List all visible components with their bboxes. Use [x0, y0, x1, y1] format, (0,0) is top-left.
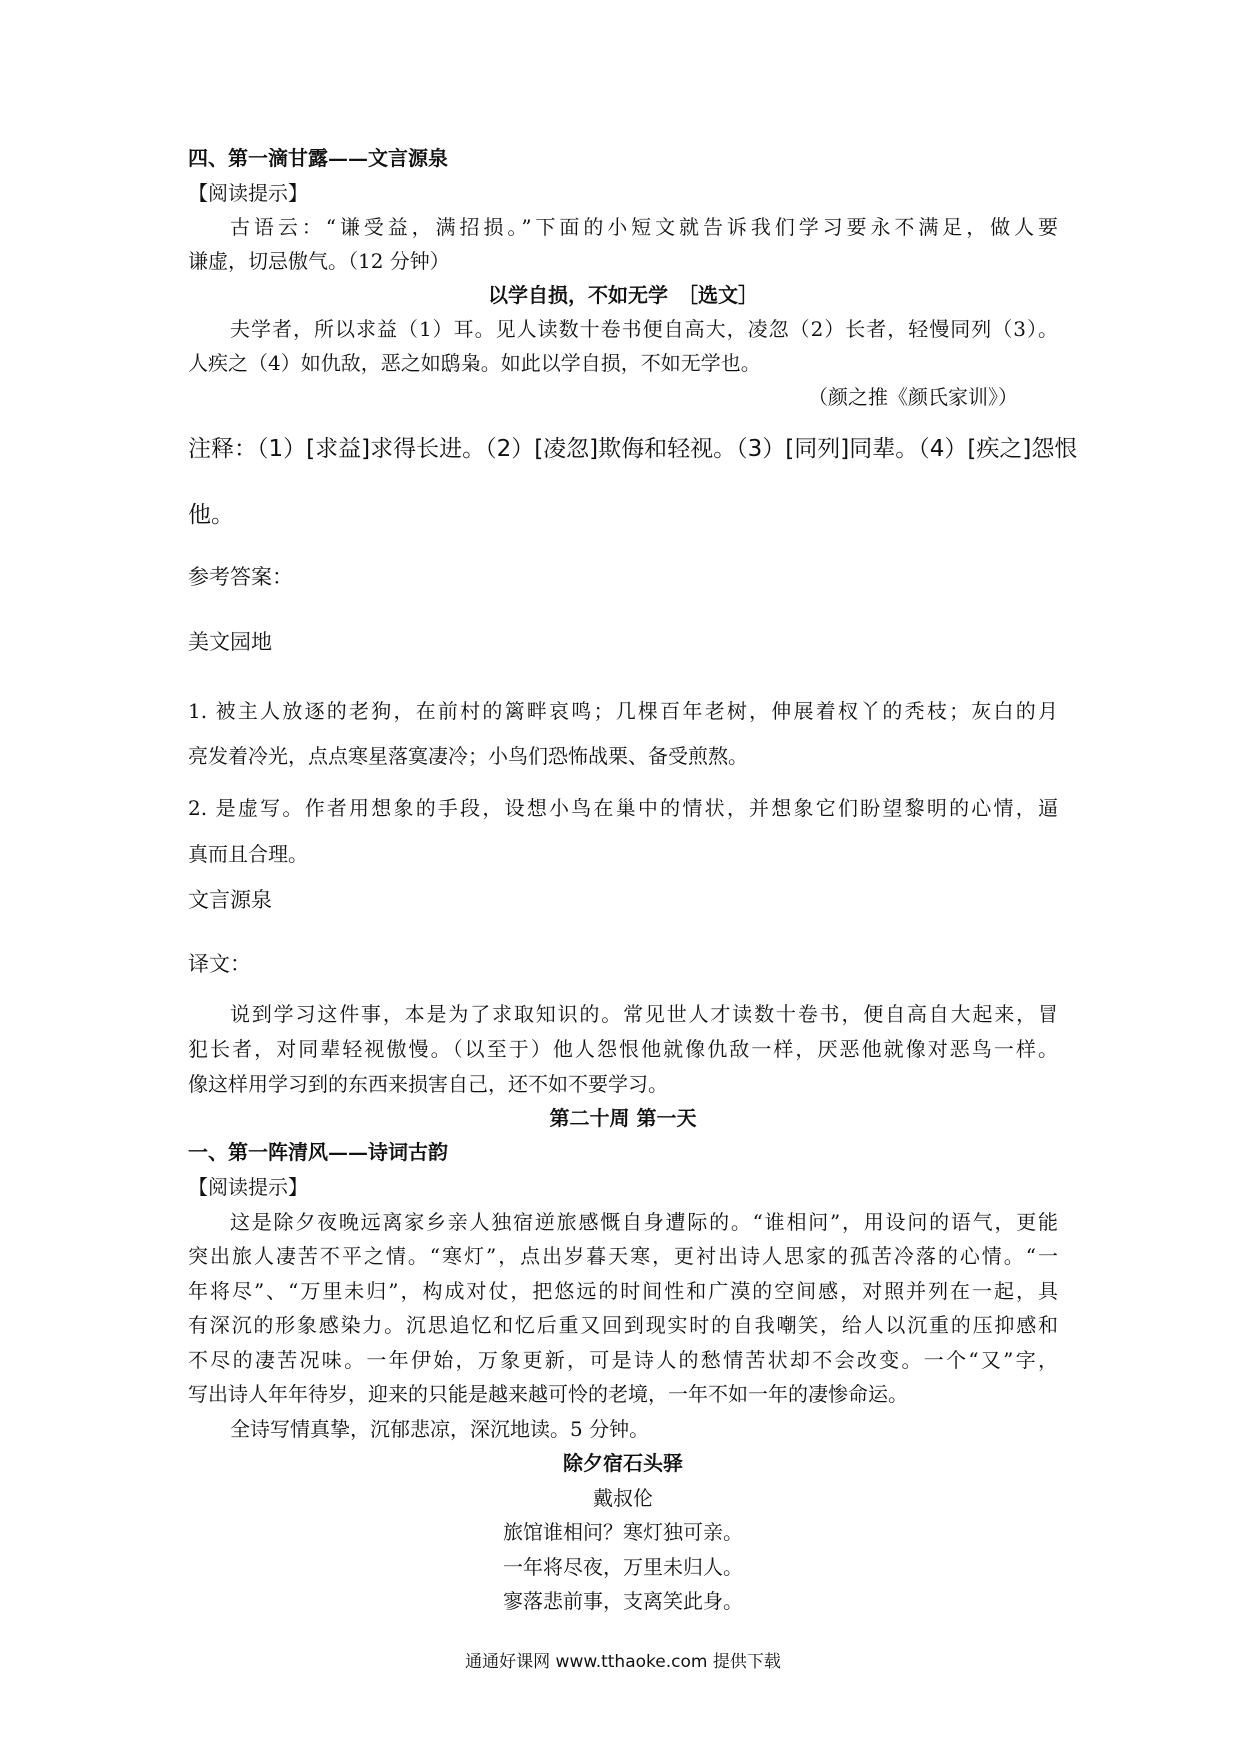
answers-section-title: 文言源泉 — [188, 888, 272, 912]
reading-tip-text: 古语云：“谦受益，满招损。”下面的小短文就告诉我们学习要永不满足，做人要 — [230, 215, 1058, 239]
reading-tip-text: 写出诗人年年待岁，迎来的只能是越来越可怜的老境，一年不如一年的凄惨命运。 — [188, 1382, 908, 1406]
notes-text: 他。 — [188, 502, 234, 528]
poem-title: 除夕宿石头驿 — [563, 1451, 683, 1475]
reading-tip-label: 【阅读提示】 — [188, 1175, 308, 1199]
answer-item: 2. 是虚写。作者用想象的手段，设想小鸟在巢中的情状，并想象它们盼望黎明的心情，逼 — [188, 796, 1058, 820]
poem-author: 戴叔伦 — [593, 1486, 653, 1510]
reading-tip-text: 谦虚，切忌傲气。（12 分钟） — [188, 249, 450, 273]
poem-line: 一年将尽夜，万里未归人。 — [503, 1555, 743, 1579]
answer-item: 1. 被主人放逐的老狗，在前村的篱畔哀鸣；几棵百年老树，伸展着杈丫的秃枝；灰白的月 — [188, 699, 1058, 723]
reading-tip-text: 这是除夕夜晚远离家乡亲人独宿逆旅感慨自身遭际的。“谁相问”，用设问的语气，更能 — [230, 1210, 1058, 1234]
translation-label: 译文： — [188, 952, 251, 976]
week-title: 第二十周 第一天 — [549, 1106, 697, 1130]
translation-text: 说到学习这件事，本是为了求取知识的。常见世人才读数十卷书，便自高自大起来，冒 — [230, 1002, 1058, 1026]
poem-line: 旅馆谁相问？寒灯独可亲。 — [503, 1520, 743, 1544]
translation-text: 像这样用学习到的东西来损害自己，还不如不要学习。 — [188, 1072, 668, 1096]
translation-text: 犯长者，对同辈轻视傲慢。（以至于）他人怨恨他就像仇敌一样，厌恶他就像对恶鸟一样。 — [188, 1037, 1058, 1061]
answer-item: 亮发着冷光，点点寒星落寞凄冷；小鸟们恐怖战栗、备受煎熬。 — [188, 744, 748, 768]
passage-source: （颜之推《颜氏家训》） — [808, 385, 1018, 409]
passage-title: 以学自损，不如无学 ［选文］ — [488, 283, 758, 307]
reading-tip-text: 突出旅人凄苦不平之情。“寒灯”，点出岁暮天寒，更衬出诗人思家的孤苦冷落的心情。“一 — [188, 1244, 1058, 1268]
reading-tip-text: 全诗写情真挚，沉郁悲凉，深沉地读。5 分钟。 — [230, 1417, 650, 1441]
reading-tip-text: 有深沉的形象感染力。沉思追忆和忆后重又回到现实时的自我嘲笑，给人以沉重的压抑感和 — [188, 1313, 1058, 1337]
passage-text: 夫学者，所以求益（1）耳。见人读数十卷书便自高大，凌忽（2）长者，轻慢同列（3）。 — [230, 317, 1058, 341]
section-heading: 四、第一滴甘露——文言源泉 — [188, 146, 448, 170]
reading-tip-text: 不尽的凄苦况味。一年伊始，万象更新，可是诗人的愁情苦状却不会改变。一个“又”字， — [188, 1348, 1058, 1372]
notes-text: 注释：（1）[求益]求得长进。（2）[凌忽]欺侮和轻视。（3）[同列]同辈。（4）[疾之]怨恨 — [188, 436, 1078, 462]
poem-line: 寥落悲前事，支离笑此身。 — [503, 1589, 743, 1613]
answer-item: 真而且合理。 — [188, 842, 308, 866]
reading-tip-label: 【阅读提示】 — [188, 181, 308, 205]
answers-heading: 参考答案： — [188, 565, 293, 589]
page-footer: 通通好课网 www.tthaoke.com 提供下载 — [465, 1652, 781, 1672]
passage-text: 人疾之（4）如仇敌，恶之如鸱枭。如此以学自损，不如无学也。 — [188, 351, 761, 375]
reading-tip-text: 年将尽”、“万里未归”，构成对仗，把悠远的时间性和广漠的空间感，对照并列在一起，具 — [188, 1279, 1058, 1303]
answers-section-title: 美文园地 — [188, 630, 272, 654]
section-heading: 一、第一阵清风——诗词古韵 — [188, 1140, 448, 1164]
